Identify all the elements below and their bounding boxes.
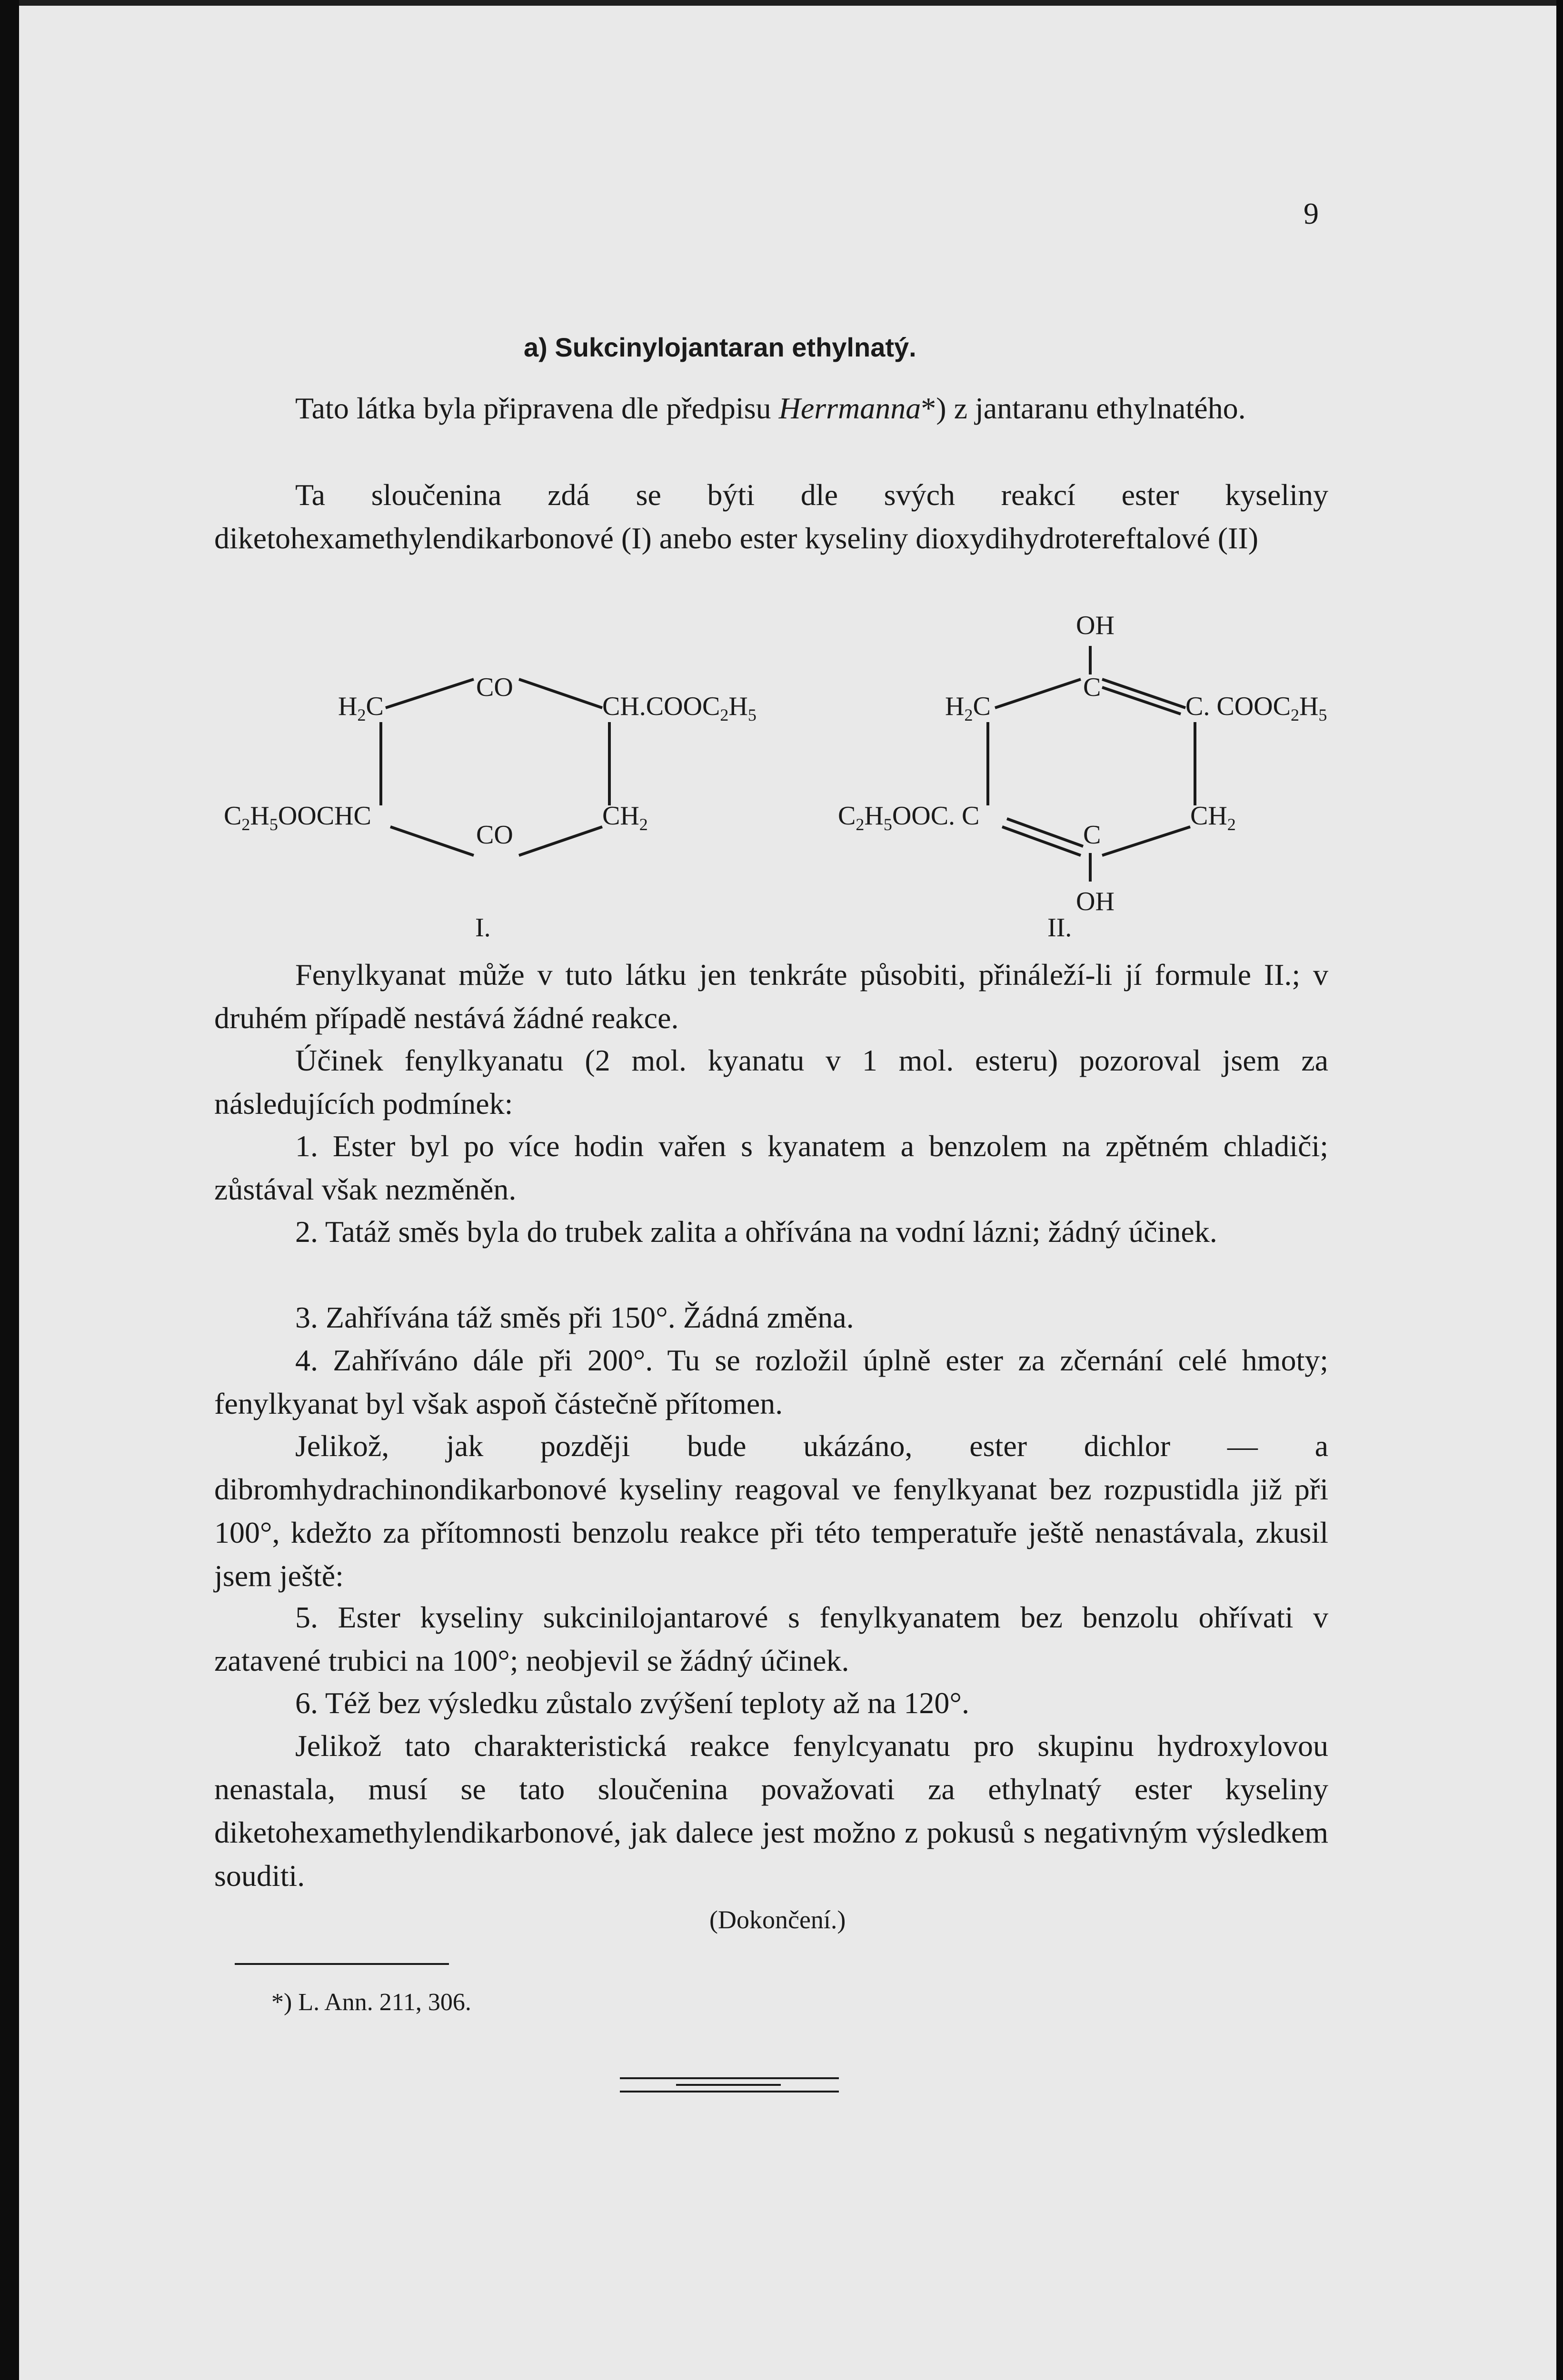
- formula-1-label: I.: [475, 913, 491, 942]
- formula-2-c-bottom: C: [1083, 820, 1101, 850]
- formula-2-oh-top: OH: [1076, 611, 1115, 640]
- formula-2-label: II.: [1047, 913, 1072, 942]
- formula-2-h2c: $H_2C$: [945, 692, 991, 724]
- section-heading: a) Sukcinylojantaran ethylnatý.: [524, 332, 916, 362]
- formula-svg: [209, 605, 1376, 948]
- formula-1-bond: [519, 827, 602, 855]
- list-item-3: 3. Zahřívána táž směs při 150°. Žádná změna.: [295, 1300, 854, 1334]
- list-item-2: 2. Tatáž směs byla do trubek zalita a ohřívána na vodní lázni; žádný účinek.: [295, 1215, 1217, 1249]
- formula-2-c-cooc: C. $COOC_2H_5$: [1185, 692, 1327, 724]
- end-rule-bottom: [620, 2091, 839, 2092]
- paragraph-1-part-b: *) z jantaranu ethylnatého.: [921, 391, 1246, 425]
- footnote-rule: [235, 1963, 449, 1965]
- formula-2-c-top: C: [1083, 673, 1101, 702]
- author-name: Herrmanna: [778, 391, 921, 425]
- formula-1-bond: [386, 679, 474, 708]
- paragraph-1: [214, 387, 1328, 430]
- formula-2-left-bottom: $C_2H_5OOC$. C: [838, 801, 980, 834]
- paragraph-5: Jelikož, jak později bude ukázáno, ester dichlor — a dibromhydrachinondikarbonové kyseliny reagoval ve fenylkyanat bez rozpustidla již při 100°, kdežto za přítomnosti benzolu reakce při této temperatuře ještě nenastávala, zkusil jsem ještě:: [214, 1429, 1328, 1593]
- formula-1-co-top: CO: [476, 673, 513, 702]
- list-item-4: 4. Zahříváno dále při 200°. Tu se rozložil úplně ester za zčernání celé hmoty; fenylkyanat byl však aspoň částečně přítomen.: [214, 1343, 1328, 1420]
- formula-2-bond: [1102, 679, 1185, 708]
- document-page: [19, 6, 1557, 2380]
- formula-1-bond: [390, 827, 474, 855]
- paragraph-1-part-a: Tato látka byla připravena dle předpisu: [295, 391, 779, 425]
- chemical-formulas: [209, 605, 1376, 948]
- formula-1-ch2-bottom: $CH_2$: [602, 801, 648, 834]
- list-item-6: 6. Též bez výsledku zůstalo zvýšení teploty až na 120°.: [295, 1686, 969, 1720]
- scan-right-edge: [1556, 0, 1563, 2380]
- formula-1-co-bottom: CO: [476, 820, 513, 850]
- formula-2-ch2-bottom: $CH_2$: [1190, 801, 1236, 834]
- formula-1-bond: [519, 679, 602, 708]
- page-number: 9: [1304, 197, 1319, 230]
- formula-1-ch-cooc: $CH.COOC_2H_5$: [602, 692, 757, 724]
- scan-left-edge: [0, 0, 19, 2380]
- formula-2-bond: [995, 679, 1081, 708]
- list-item-5: 5. Ester kyseliny sukcinilojantarové s fenylkyanatem bez benzolu ohřívati v zatavené trubici na 100°; neobjevil se žádný účinek.: [214, 1600, 1328, 1677]
- end-rule-middle: [676, 2084, 781, 2086]
- paragraph-6: Jelikož tato charakteristická reakce fenylcyanatu pro skupinu hydroxylovou nenastala, musí se tato sloučenina považovati za ethylnatý ester kyseliny diketohexamethylendikarbonové, jak dalece jest možno z pokusů s negativným výsledkem souditi.: [214, 1729, 1328, 1893]
- paragraph-2: Ta sloučenina zdá se býti dle svých reakcí ester kyseliny diketohexamethylendikarbonové (I) anebo ester kyseliny dioxydihydrotereftalové (II): [214, 478, 1328, 555]
- end-rule-top: [620, 2077, 839, 2079]
- formula-2-oh-bottom: OH: [1076, 887, 1115, 916]
- formula-1-left-bottom: $C_2H_5OOCHC$: [224, 801, 371, 834]
- paragraph-4: Účinek fenylkyanatu (2 mol. kyanatu v 1 mol. esteru) pozoroval jsem za následujících podmínek:: [214, 1043, 1328, 1121]
- formula-2-bond: [1102, 827, 1190, 855]
- footnote: *) L. Ann. 211, 306.: [271, 1989, 471, 2016]
- concluded-note: (Dokončení.): [709, 1905, 846, 1934]
- list-item-1: 1. Ester byl po více hodin vařen s kyanatem a benzolem na zpětném chladiči; zůstával však nezměněn.: [214, 1129, 1328, 1206]
- paragraph-3: Fenylkyanat může v tuto látku jen tenkráte působiti, přináleží-li jí formule II.; v druhém případě nestává žádné reakce.: [214, 958, 1328, 1035]
- formula-1-h2c: $H_2C$: [338, 692, 384, 724]
